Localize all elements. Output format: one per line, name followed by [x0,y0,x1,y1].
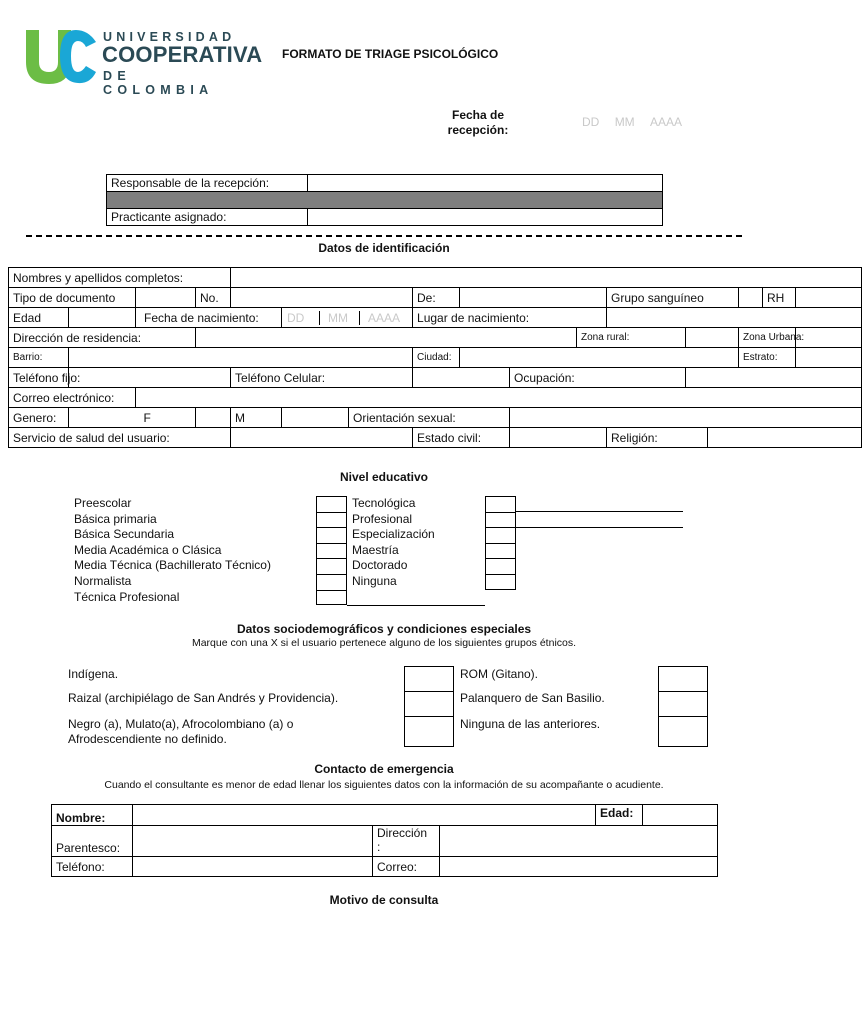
edu-right-check-0[interactable] [485,496,516,512]
emergency-direccion-label [373,826,440,857]
fecha-nac-label: Fecha de nacimiento: [136,308,282,328]
zona-urbana-label: Zona Urbana: [739,328,796,348]
edu-left-check-4[interactable] [316,558,347,574]
edu-left-check-1[interactable] [316,512,347,528]
tipo-doc-field[interactable] [136,288,196,308]
fecha-nac-field[interactable] [282,308,413,328]
staff-divider-band [107,192,663,209]
motivo-title: Motivo de consulta [329,893,439,907]
responsable-label: Responsable de la recepción: [107,175,308,192]
emergency-title: Contacto de emergencia [314,762,454,776]
religion-field[interactable] [708,428,862,448]
grupo-label: Grupo sanguíneo [607,288,739,308]
edu-left-underline [347,605,485,606]
reception-aaaa: AAAA [650,115,683,129]
zona-urbana-field[interactable] [796,328,862,348]
staff-table [106,174,663,226]
logo-line-1: UNIVERSIDAD [103,30,236,44]
lugar-nac-label: Lugar de nacimiento: [413,308,607,328]
edu-left-2: Básica Secundaria [74,527,175,542]
emergency-correo-label: Correo: [373,857,440,877]
no-label: No. [196,288,231,308]
direccion-field[interactable] [196,328,577,348]
rh-label: RH [763,288,796,308]
edu-right-check-3[interactable] [485,543,516,559]
estrato-label: Estrato: [739,348,796,368]
ninguna-label: Ninguna de las anteriores. [460,717,601,731]
edu-left-check-0[interactable] [316,496,347,512]
edu-right-check-5[interactable] [485,574,516,590]
emergency-edad-label: Edad: [596,805,643,826]
rh-field[interactable] [796,288,862,308]
negro-line-1: Negro (a), Mulato(a), Afrocolombiano (a) o [68,717,294,731]
emergency-parentesco-field[interactable] [133,826,373,857]
indigena-label: Indígena. [68,667,119,681]
de-label: De: [413,288,460,308]
education-right-list [352,496,435,590]
socio-instruction: Marque con una X si el usuario pertenece alguno de los siguientes grupos étnicos. [191,637,577,649]
genero-f-label: F [136,408,196,428]
emergency-correo-field[interactable] [440,857,718,877]
ethnic-left-checkboxes [404,666,454,747]
ciudad-field[interactable] [460,348,739,368]
edu-right-2: Especialización [352,527,435,542]
raizal-check[interactable] [404,691,454,716]
edu-left-check-5[interactable] [316,574,347,590]
palanquero-label: Palanquero de San Basilio. [460,691,605,705]
emergency-parentesco-label: Parentesco: [52,826,133,857]
genero-f-field[interactable] [196,408,231,428]
edu-right-3: Maestría [352,542,399,557]
de-field[interactable] [460,288,607,308]
orientacion-label: Orientación sexual: [349,408,510,428]
edu-left-1: Básica primaria [74,511,157,526]
ninguna-check[interactable] [658,716,708,747]
orientacion-field[interactable] [510,408,862,428]
rom-label: ROM (Gitano). [460,667,539,681]
tel-cel-field[interactable] [413,368,510,388]
dashed-separator [26,235,742,237]
edu-right-5: Ninguna [352,573,397,588]
education-title: Nivel educativo [339,470,429,484]
raizal-label: Raizal (archipiélago de San Andrés y Providencia). [68,691,339,705]
tel-cel-label: Teléfono Celular: [231,368,413,388]
emergency-edad-field[interactable] [643,805,718,826]
edu-left-0: Preescolar [74,496,132,510]
edu-right-check-2[interactable] [485,527,516,543]
tel-fijo-label: Teléfono fijo: [9,368,69,388]
education-left-checkboxes [316,496,347,605]
emergency-instruction: Cuando el consultante es menor de edad llenar los siguientes datos con la información de su acompañante o acudiente. [104,779,664,791]
practicante-label: Practicante asignado: [107,209,308,226]
servicio-label: Servicio de salud del usuario: [9,428,231,448]
estrato-field[interactable] [796,348,862,368]
edu-left-check-3[interactable] [316,543,347,559]
practicante-field[interactable] [308,209,663,226]
education-right-checkboxes [485,496,516,590]
reception-date-field[interactable] [582,115,682,129]
logo-line-2: COOPERATIVA [102,42,263,67]
edu-left-5: Normalista [74,573,132,588]
reception-date-label: Fecha de recepción: [447,108,509,137]
ethnic-right-checkboxes [658,666,708,747]
correo-label: Correo electrónico: [9,388,136,408]
emergency-telefono-label: Teléfono: [52,857,133,877]
tel-fijo-field[interactable] [69,368,231,388]
ocupacion-label: Ocupación: [510,368,686,388]
identification-title: Datos de identificación [318,241,450,255]
edu-right-4: Doctorado [352,558,408,573]
edu-right-1: Profesional [352,511,413,526]
zona-rural-field[interactable] [686,328,739,348]
barrio-label: Barrio: [9,348,69,368]
edu-right-0: Tecnológica [352,496,416,510]
tipo-doc-label: Tipo de documento [9,288,136,308]
edu-right-line-2 [516,527,683,528]
edu-left-6: Técnica Profesional [74,589,180,604]
lugar-nac-sep[interactable] [607,308,686,328]
genero-m-field[interactable] [282,408,349,428]
fecha-dd: DD [282,311,320,325]
identification-table [8,267,862,448]
edu-left-3: Media Académica o Clásica [74,542,222,557]
direccion-label: Dirección de residencia: [9,328,196,348]
religion-label: Religión: [607,428,708,448]
negro-label [68,717,293,747]
responsable-field[interactable] [308,175,663,192]
no-field[interactable] [231,288,413,308]
ciudad-label: Ciudad: [413,348,460,368]
uc-logo-icon [22,26,98,88]
emergency-direccion-line-1: Dirección [377,826,428,840]
zona-rural-label: Zona rural: [577,328,686,348]
servicio-field[interactable] [231,428,413,448]
nombres-field[interactable] [231,268,862,288]
edu-right-line-1 [516,511,683,512]
negro-check[interactable] [404,716,454,747]
fecha-aaaa: AAAA [368,310,401,325]
emergency-direccion-field[interactable] [440,826,718,857]
correo-field[interactable] [136,388,862,408]
emergency-telefono-field[interactable] [133,857,373,877]
edu-right-check-1[interactable] [485,512,516,528]
estado-civil-field[interactable] [510,428,607,448]
emergency-table [51,804,718,877]
barrio-field[interactable] [69,348,413,368]
edad-field[interactable] [69,308,136,328]
rom-check[interactable] [658,666,708,691]
emergency-nombre-field[interactable] [133,805,596,826]
reception-dd: DD [582,115,600,129]
edu-left-check-2[interactable] [316,527,347,543]
ocupacion-field[interactable] [686,368,862,388]
estado-civil-label: Estado civil: [413,428,510,448]
emergency-direccion-line-2: : [377,840,381,854]
genero-blank [69,408,136,428]
edu-left-check-6[interactable] [316,590,347,606]
palanquero-check[interactable] [658,691,708,716]
lugar-nac-field[interactable] [686,308,862,328]
nombres-label: Nombres y apellidos completos: [9,268,231,288]
education-left-list [74,496,271,605]
grupo-field[interactable] [739,288,763,308]
logo-line-3: DE COLOMBIA [103,69,214,97]
genero-label: Genero: [9,408,69,428]
edu-right-check-4[interactable] [485,558,516,574]
logo [22,26,263,97]
genero-m-label: M [231,408,282,428]
emergency-nombre-label: Nombre: [52,805,133,826]
edad-label: Edad [9,308,69,328]
form-title: FORMATO DE TRIAGE PSICOLÓGICO [282,47,499,61]
negro-line-2: Afrodescendiente no definido. [68,732,227,746]
socio-title: Datos sociodemográficos y condiciones especiales [236,622,532,636]
indigena-check[interactable] [404,666,454,691]
edu-left-4: Media Técnica (Bachillerato Técnico) [74,558,271,573]
fecha-mm: MM [320,311,360,325]
reception-mm: MM [614,115,635,129]
